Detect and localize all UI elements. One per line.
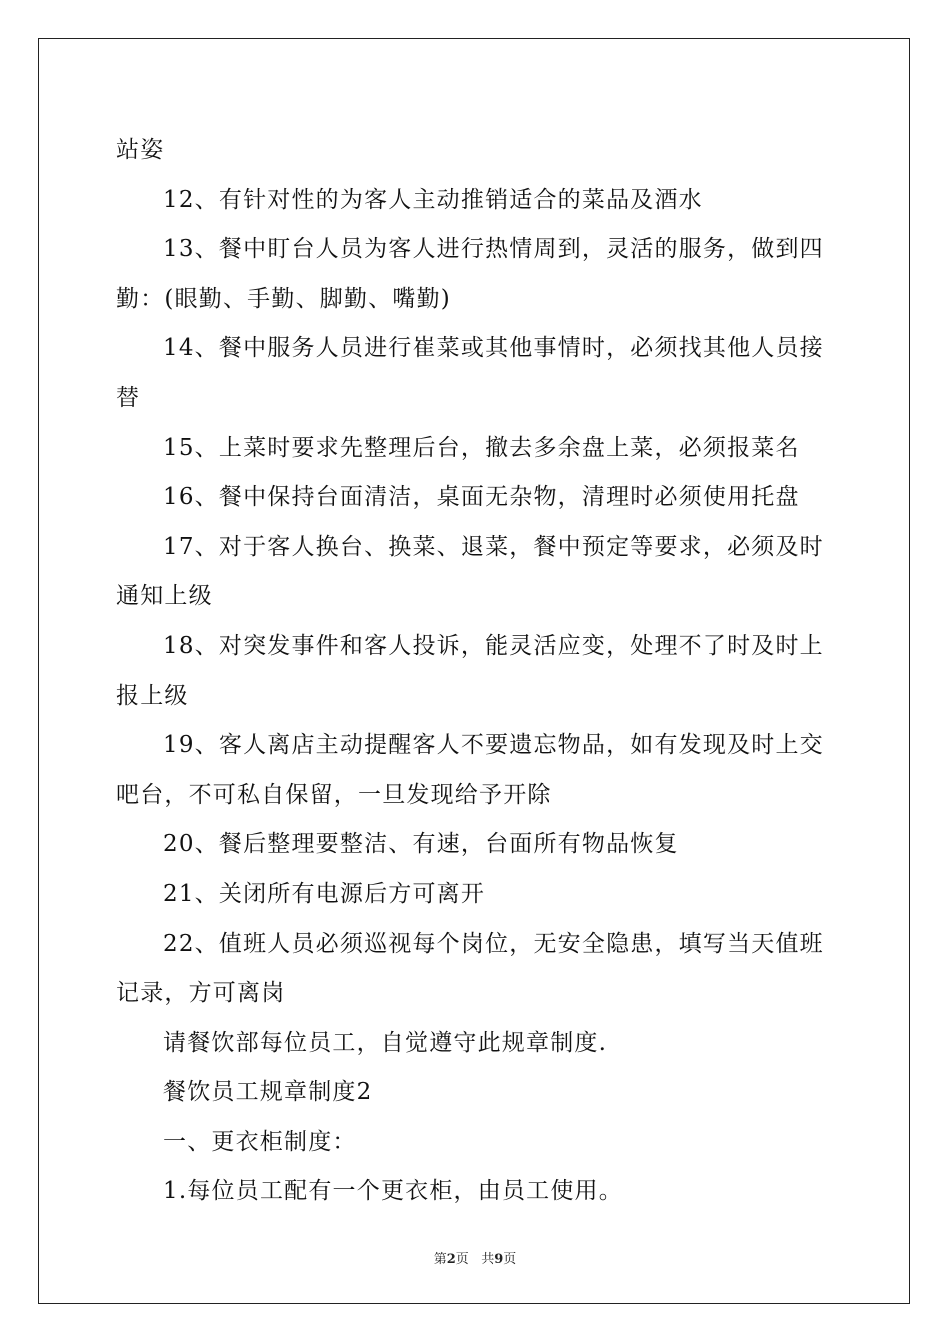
paragraph: 15、上菜时要求先整理后台，撤去多余盘上菜，必须报菜名 xyxy=(163,434,800,461)
section-heading: 餐饮员工规章制度2 xyxy=(163,1079,373,1106)
total-prefix: 共 xyxy=(481,1252,495,1267)
paragraph: 请餐饮部每位员工，自觉遵守此规章制度. xyxy=(163,1029,608,1056)
paragraph: 21、关闭所有电源后方可离开 xyxy=(163,880,486,907)
section-heading: 一、更衣柜制度： xyxy=(163,1128,357,1155)
paragraph: 14、餐中服务人员进行崔菜或其他事情时，必须找其他人员接替 xyxy=(116,335,824,411)
paragraph: 20、餐后整理要整洁、有速，台面所有物品恢复 xyxy=(163,831,679,858)
paragraph: 17、对于客人换台、换菜、退菜，餐中预定等要求，必须及时通知上级 xyxy=(116,533,824,610)
document-body xyxy=(116,126,836,1217)
page-footer xyxy=(0,1248,950,1267)
total-suffix: 页 xyxy=(503,1252,517,1267)
page-number: 2 xyxy=(446,1252,456,1267)
paragraph: 22、值班人员必须巡视每个岗位，无安全隐患，填写当天值班记录，方可离岗 xyxy=(116,930,824,1007)
paragraph: 12、有针对性的为客人主动推销适合的菜品及酒水 xyxy=(163,186,703,213)
paragraph: 19、客人离店主动提醒客人不要遗忘物品，如有发现及时上交吧台，不可私自保留，一旦发现给予开除 xyxy=(116,732,824,808)
paragraph: 18、对突发事件和客人投诉，能灵活应变，处理不了时及时上报上级 xyxy=(116,632,824,709)
paragraph: 16、餐中保持台面清洁，桌面无杂物，清理时必须使用托盘 xyxy=(163,484,800,511)
total-pages: 9 xyxy=(494,1252,504,1267)
paragraph: 站姿 xyxy=(116,137,165,163)
page-suffix: 页 xyxy=(455,1252,469,1267)
paragraph: 1.每位员工配有一个更衣柜，由员工使用。 xyxy=(163,1178,623,1205)
page-prefix: 第 xyxy=(433,1252,447,1267)
paragraph: 13、餐中盯台人员为客人进行热情周到，灵活的服务，做到四勤：(眼勤、手勤、脚勤、嘴勤) xyxy=(116,236,824,312)
